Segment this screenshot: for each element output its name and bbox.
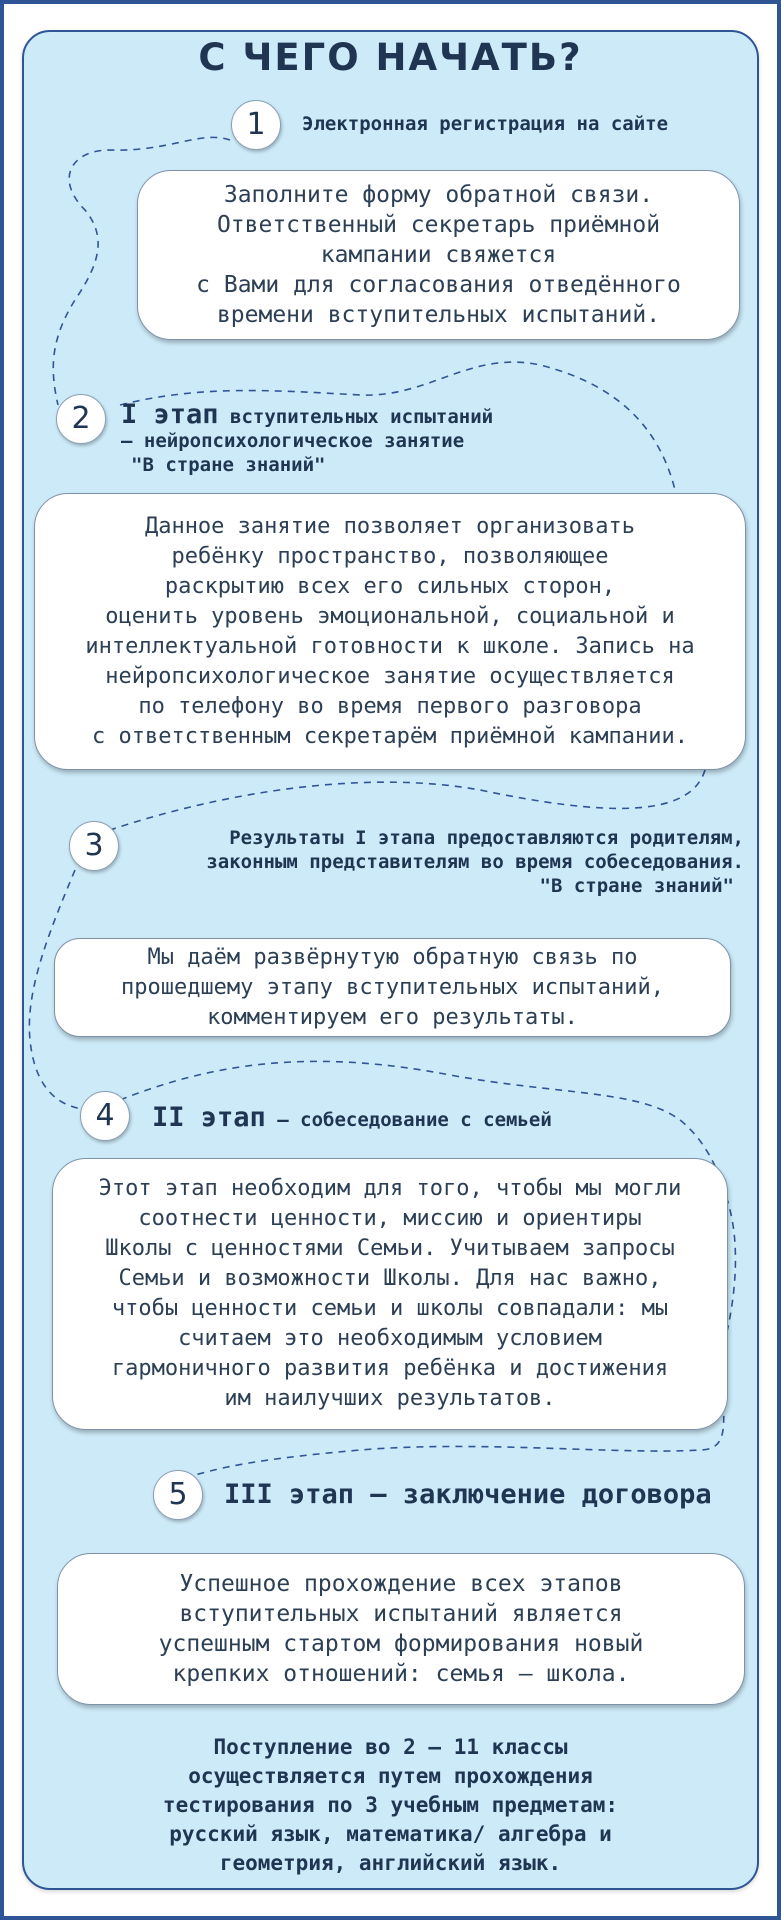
step-5-text: Успешное прохождение всех этапов вступительных испытаний является успешным стартом формирования новый крепких отношений: семья — школа. [158, 1571, 644, 1687]
step-4-text: Этот этап необходим для того, чтобы мы могли соотнести ценности, миссию и ориентиры Школы с ценностями Семьи. Учитываем запросы Семьи и возможности Школы. Для нас важно, чтобы ценности семьи и школы совпадали: мы считаем это необходимым условием гармоничного развития ребёнка и достижения им наилучших результатов. [98, 1176, 682, 1411]
step-3-description [54, 938, 731, 1037]
step-5-description [57, 1553, 745, 1705]
step-4-heading [152, 1102, 552, 1133]
step-3-heading [120, 826, 744, 898]
step-3-number: 3 [69, 821, 119, 871]
step-2-text: Данное занятие позволяет организовать ребёнку пространство, позволяющее раскрытию всех его сильных сторон, оценить уровень эмоциональной, социальной и интеллектуальной готовности к школе. Запись на нейропсихологическое занятие осуществляется по телефону во время первого разговора с ответственным секретарём приёмной кампании. [85, 513, 695, 749]
step-2-heading-big: I этап [121, 399, 219, 430]
step-5-heading: III этап – заключение договора [224, 1479, 712, 1510]
step-1-number: 1 [231, 100, 281, 150]
step-3-heading-line1: Результаты I этапа предоставляются родителям, [229, 827, 744, 849]
step-5-number: 5 [153, 1470, 203, 1520]
page-title: С ЧЕГО НАЧАТЬ? [198, 36, 583, 79]
step-2-heading-line2: – нейропсихологическое занятие [121, 430, 465, 452]
step-3-text: Мы даём развёрнутую обратную связь по прошедшему этапу вступительных испытаний, комментируем его результаты. [120, 944, 665, 1030]
step-1-text: Заполните форму обратной связи. Ответственный секретарь приёмной кампании свяжется с Вами для согласования отведённого времени вступительных испытаний. [196, 182, 681, 328]
step-4-number: 4 [80, 1091, 130, 1141]
step-4-heading-big: II этап [152, 1102, 266, 1133]
step-4-heading-rest: – собеседование с семьей [277, 1109, 552, 1131]
step-4-description [52, 1158, 728, 1430]
step-1-heading: Электронная регистрация на сайте [302, 113, 669, 135]
admission-note: Поступление во 2 — 11 классы осуществляется путем прохождения тестирования по 3 учебным предметам: русский язык, математика/ алгебра и геометрия, английский язык. [162, 1735, 619, 1875]
step-2-heading-line1: вступительных испытаний [230, 406, 494, 428]
step-3-heading-line3: "В стране знаний" [539, 875, 734, 897]
step-3-heading-line2: законным представителям во время собеседования. [206, 851, 744, 873]
step-2-heading-line3: "В стране знаний" [131, 454, 326, 476]
step-2-description [34, 493, 746, 770]
step-2-number: 2 [56, 394, 106, 444]
step-1-description [137, 170, 740, 340]
step-2-heading [121, 399, 494, 477]
